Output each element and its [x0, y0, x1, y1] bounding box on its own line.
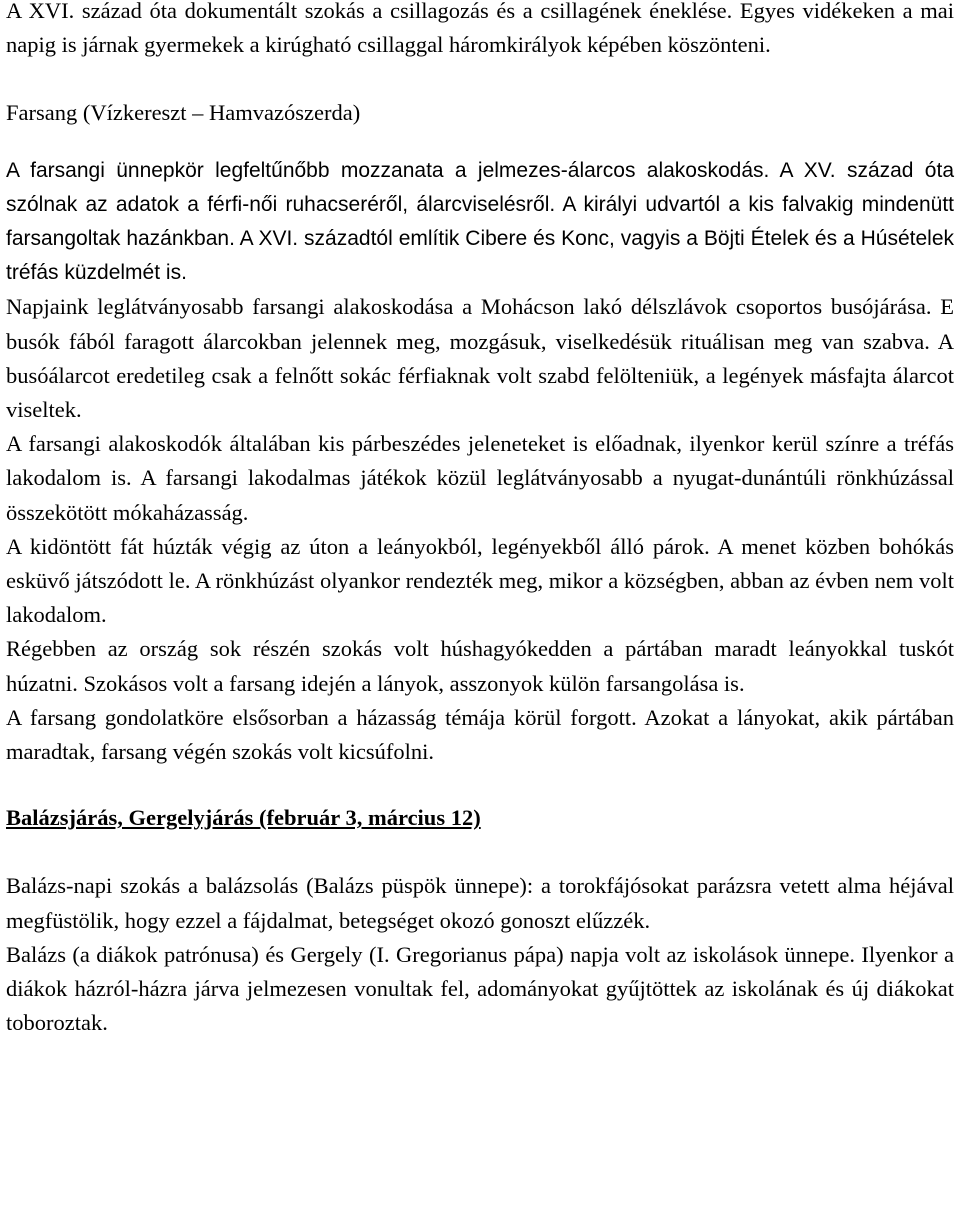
- section-heading-balazs: Balázsjárás, Gergelyjárás (február 3, március 12): [6, 805, 481, 831]
- section-body-farsang: [6, 154, 954, 291]
- intro-paragraph: A XVI. század óta dokumentált szokás a csillagozás és a csillagének éneklése. Egyes vidékeken a mai napig is járnak gyermekek a kirúgható csillaggal háromkirályok képében köszönteni.: [6, 0, 954, 58]
- farsang-paragraph-4: A kidöntött fát húzták végig az úton a leányokból, legényekből álló párok. A menet közben bohókás esküvő játszódott le. A rönkhúzást olyankor rendezték meg, mikor a községben, abban az évben nem volt lakodalom.: [6, 533, 954, 628]
- farsang-paragraph-2: Napjaink leglátványosabb farsangi alakoskodása a Mohácson lakó délszlávok csoportos busójárása. E busók fából faragott álarcokban jelennek meg, mozgásuk, viselkedésük rituálisan meg van szabva. A busóálarcot eredetileg csak a felnőtt sokác férfiaknak volt szabd felölteniük, a legények másfajta álarcot viseltek.: [6, 294, 954, 423]
- section-heading-farsang: Farsang (Vízkereszt – Hamvazószerda): [6, 100, 361, 126]
- section-spacer: [6, 62, 954, 96]
- balazs-paragraph-1: Balázs-napi szokás a balázsolás (Balázs püspök ünnepe): a torokfájósokat parázsra vetett alma héjával megfüstölik, hogy ezzel a fájdalmat, betegséget okozó gonoszt elűzzék.: [6, 873, 954, 933]
- section-spacer: [6, 835, 954, 869]
- farsang-paragraph-6: A farsang gondolatköre elsősorban a házasság témája körül forgott. Azokat a lányokat, akik pártában maradtak, farsang végén szokás volt kicsúfolni.: [6, 704, 954, 765]
- section-spacer: [6, 769, 954, 801]
- document-page: [6, 0, 954, 1040]
- farsang-paragraph-3: A farsangi alakoskodók általában kis párbeszédes jeleneteket is előadnak, ilyenkor kerül színre a tréfás lakodalom is. A farsangi lakodalmas játékok közül leglátványosabb a nyugat-dunántúli rönkhúzással összekötött mókaházasság.: [6, 431, 954, 525]
- farsang-paragraph-1: A farsangi ünnepkör legfeltűnőbb mozzanata a jelmezes-álarcos alakoskodás. A XV. század óta szólnak az adatok a férfi-női ruhacseréről, álarcviselésről. A királyi udvartól a kis falvakig mindenütt farsangoltak hazánkban. A XVI. századtól említik Cibere és Konc, vagyis a Böjti Ételek és a Húsételek tréfás küzdelmét is.: [6, 158, 954, 285]
- balazs-paragraph-2: Balázs (a diákok patrónusa) és Gergely (I. Gregorianus pápa) napja volt az iskolások ünnepe. Ilyenkor a diákok házról-házra járva jelmezesen vonultak fel, adományokat gyűjtöttek az iskolának és új diákokat toboroztak.: [6, 941, 954, 1036]
- farsang-paragraph-5: Régebben az ország sok részén szokás volt húshagyókedden a pártában maradt leányokkal tuskót húzatni. Szokásos volt a farsang idején a lányok, asszonyok külön farsangolása is.: [6, 636, 954, 696]
